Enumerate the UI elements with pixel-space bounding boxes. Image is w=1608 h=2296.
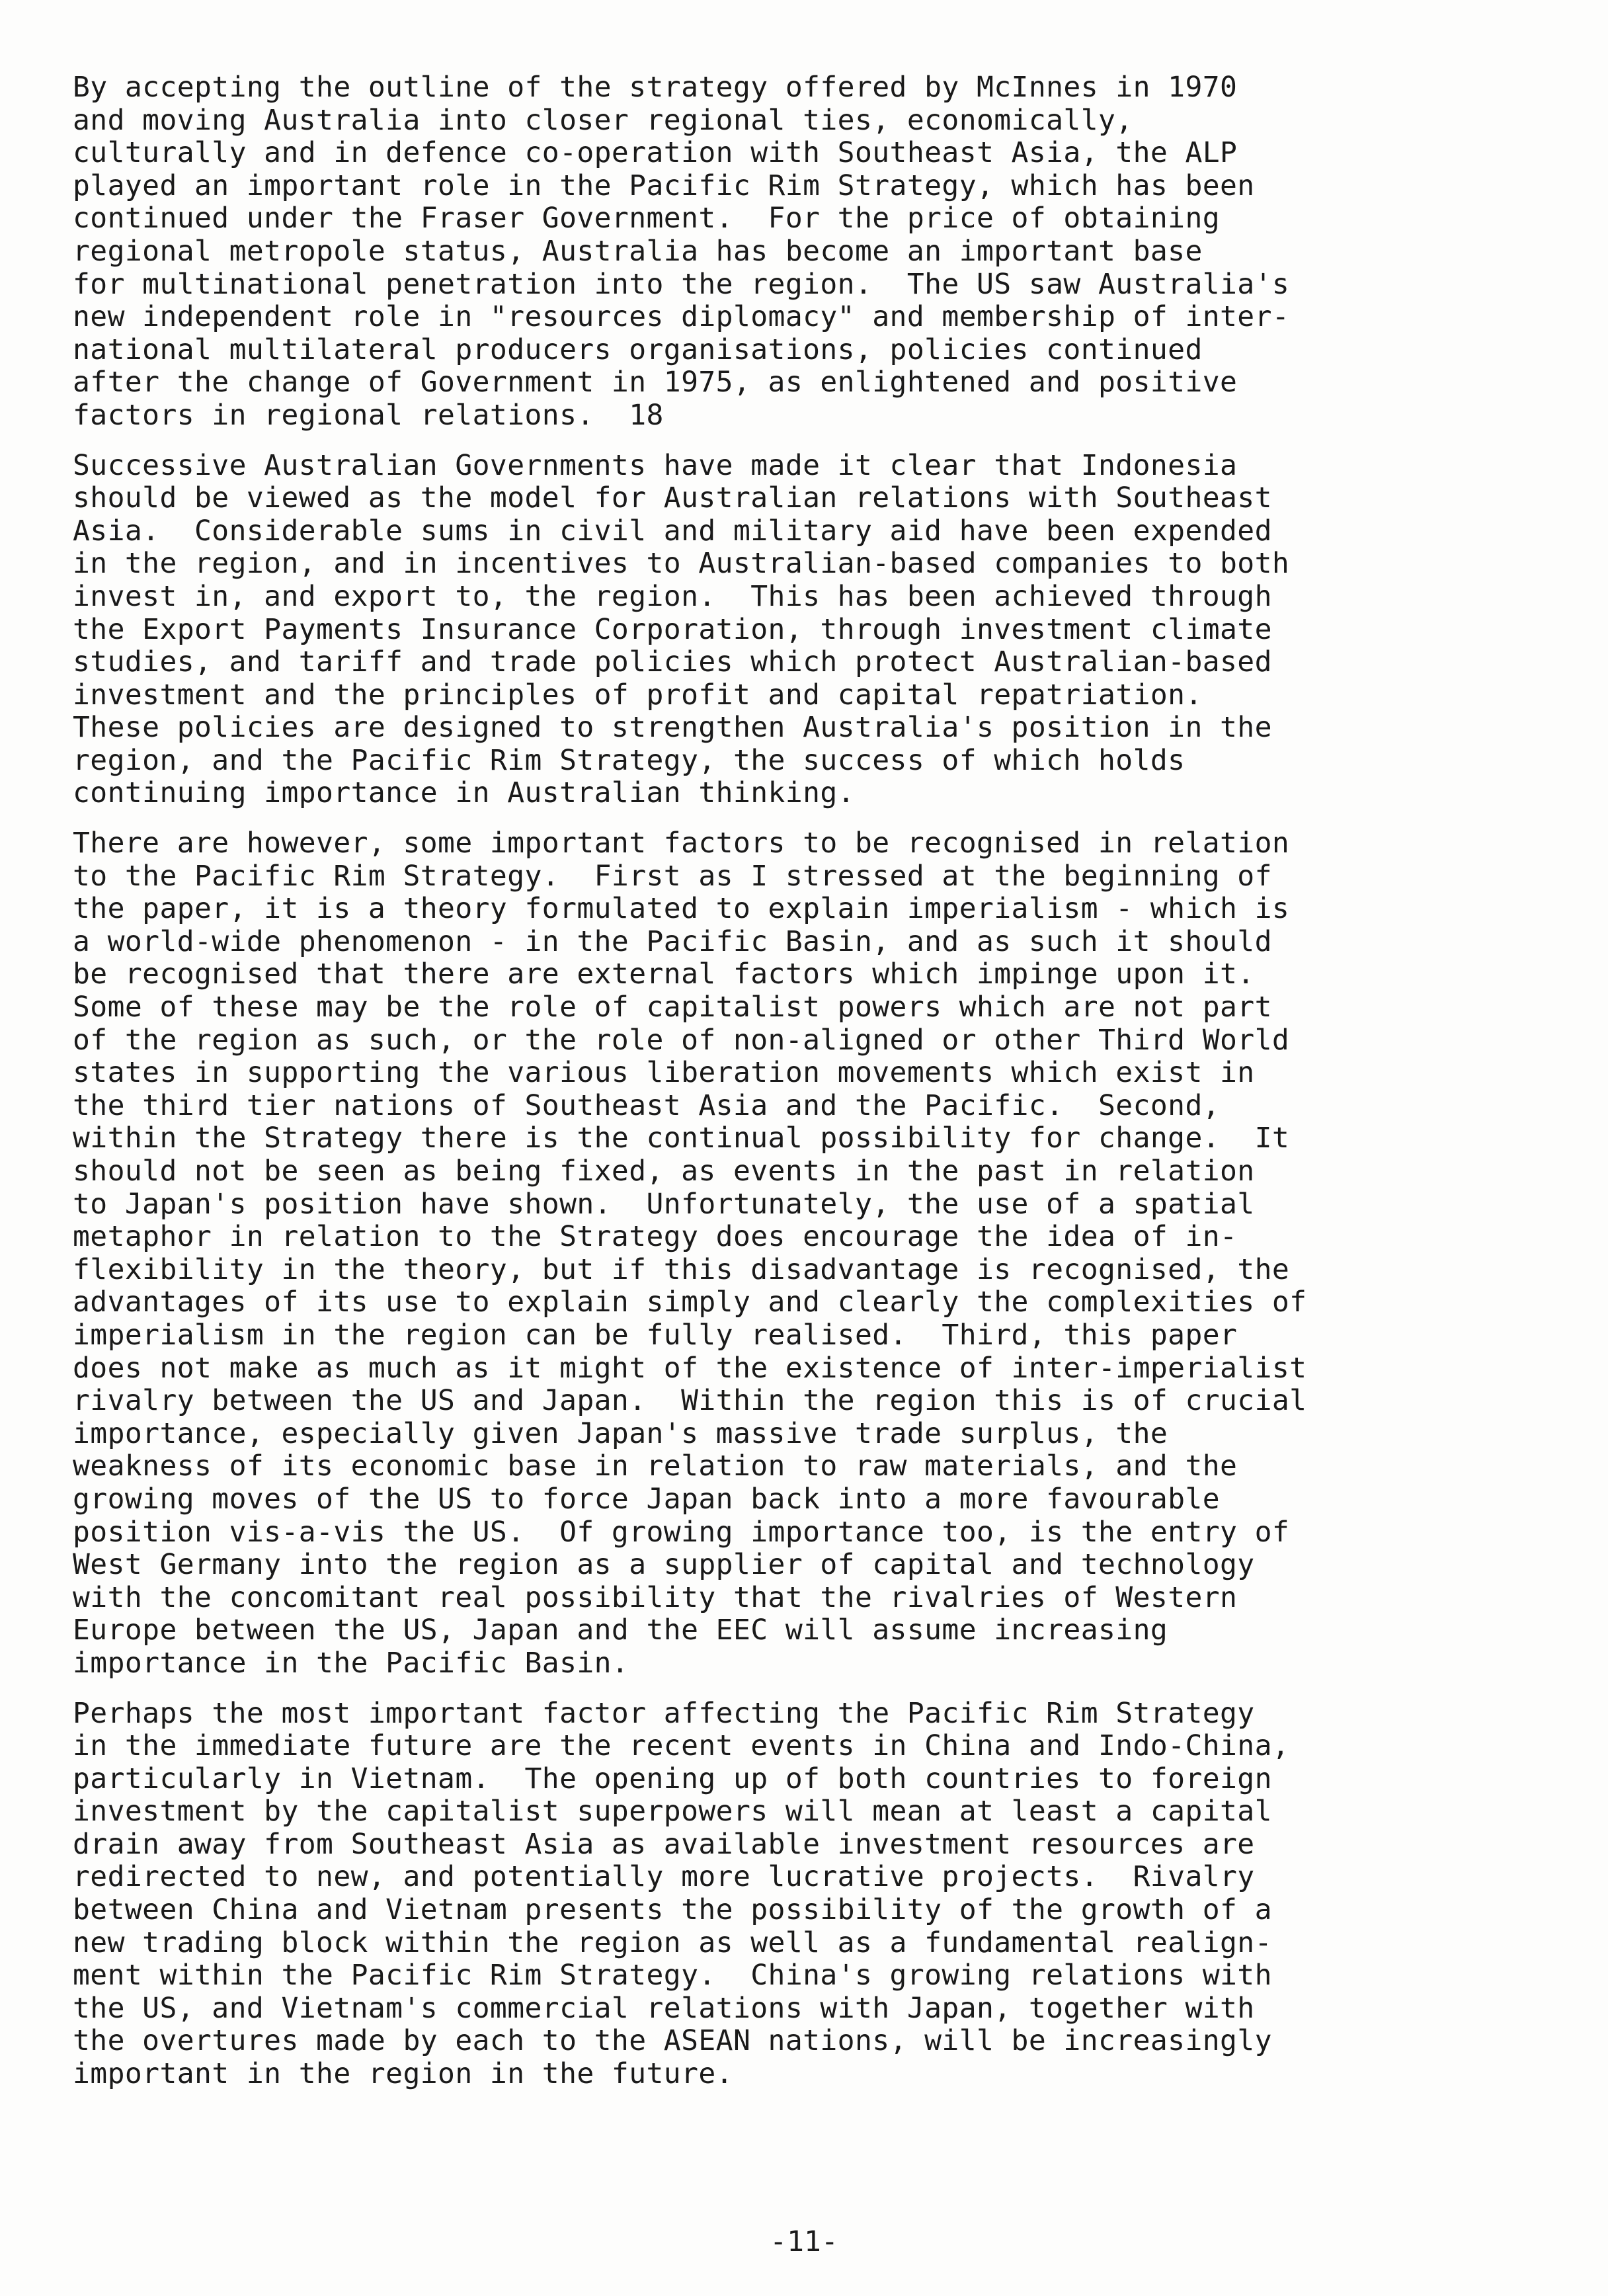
text-line: growing moves of the US to force Japan back into a more favourable bbox=[73, 1482, 1221, 1516]
text-line: new independent role in "resources diplomacy" and membership of inter- bbox=[73, 300, 1290, 334]
text-line: states in supporting the various liberation movements which exist in bbox=[73, 1056, 1255, 1090]
text-line: importance in the Pacific Basin. bbox=[73, 1646, 629, 1680]
text-line: metaphor in relation to the Strategy does encourage the idea of in- bbox=[73, 1220, 1238, 1254]
text-line: after the change of Government in 1975, as enlightened and positive bbox=[73, 366, 1238, 399]
text-line: drain away from Southeast Asia as available investment resources are bbox=[73, 1827, 1255, 1861]
text-line: Perhaps the most important factor affecting the Pacific Rim Strategy bbox=[73, 1696, 1255, 1730]
text-line: invest in, and export to, the region. This has been achieved through bbox=[73, 579, 1272, 613]
text-line: the third tier nations of Southeast Asia and the Pacific. Second, bbox=[73, 1088, 1221, 1122]
text-line: and moving Australia into closer regional ties, economically, bbox=[73, 103, 1133, 137]
text-line: the overtures made by each to the ASEAN nations, will be increasingly bbox=[73, 2024, 1272, 2058]
text-line: culturally and in defence co-operation with Southeast Asia, the ALP bbox=[73, 136, 1238, 170]
text-line: investment by the capitalist superpowers will mean at least a capital bbox=[73, 1795, 1272, 1828]
text-line: played an important role in the Pacific Rim Strategy, which has been bbox=[73, 169, 1255, 202]
text-line: between China and Vietnam presents the possibility of the growth of a bbox=[73, 1893, 1272, 1927]
text-line: with the concomitant real possibility that the rivalries of Western bbox=[73, 1580, 1238, 1614]
text-line: the paper, it is a theory formulated to explain imperialism - which is bbox=[73, 892, 1290, 926]
text-line: to Japan's position have shown. Unfortunately, the use of a spatial bbox=[73, 1187, 1255, 1221]
text-line: importance, especially given Japan's massive trade surplus, the bbox=[73, 1416, 1168, 1450]
paragraph-1 bbox=[73, 71, 1554, 432]
text-line: important in the region in the future. bbox=[73, 2057, 733, 2091]
text-line: Successive Australian Governments have made it clear that Indonesia bbox=[73, 448, 1238, 482]
paragraph-3 bbox=[73, 827, 1554, 1680]
text-line: These policies are designed to strengthen Australia's position in the bbox=[73, 711, 1272, 745]
text-line: Europe between the US, Japan and the EEC will assume increasing bbox=[73, 1614, 1168, 1647]
text-line: should not be seen as being fixed, as events in the past in relation bbox=[73, 1155, 1255, 1188]
text-line: Some of these may be the role of capitalist powers which are not part bbox=[73, 991, 1272, 1024]
text-line: weakness of its economic base in relation to raw materials, and the bbox=[73, 1450, 1238, 1483]
text-line: continued under the Fraser Government. For the price of obtaining bbox=[73, 202, 1221, 235]
text-line: new trading block within the region as well as a fundamental realign- bbox=[73, 1926, 1272, 1959]
body-text bbox=[73, 71, 1554, 2108]
text-line: imperialism in the region can be fully realised. Third, this paper bbox=[73, 1318, 1238, 1352]
text-line: should be viewed as the model for Australian relations with Southeast bbox=[73, 481, 1272, 515]
text-line: By accepting the outline of the strategy offered by McInnes in 1970 bbox=[73, 71, 1238, 104]
text-line: rivalry between the US and Japan. Within the region this is of crucial bbox=[73, 1384, 1307, 1418]
text-line: a world-wide phenomenon - in the Pacific Basin, and as such it should bbox=[73, 924, 1272, 958]
text-line: particularly in Vietnam. The opening up of both countries to foreign bbox=[73, 1762, 1272, 1795]
text-line: position vis-a-vis the US. Of growing importance too, is the entry of bbox=[73, 1515, 1290, 1549]
text-line: to the Pacific Rim Strategy. First as I stressed at the beginning of bbox=[73, 859, 1272, 893]
text-line: advantages of its use to explain simply and clearly the complexities of bbox=[73, 1286, 1307, 1319]
text-line: There are however, some important factors to be recognised in relation bbox=[73, 827, 1290, 860]
text-line: ment within the Pacific Rim Strategy. China's growing relations with bbox=[73, 1959, 1272, 1992]
text-line: the Export Payments Insurance Corporation, through investment climate bbox=[73, 612, 1272, 646]
text-line: in the region, and in incentives to Australian-based companies to both bbox=[73, 547, 1290, 581]
text-line: factors in regional relations. 18 bbox=[73, 398, 664, 432]
text-line: Asia. Considerable sums in civil and military aid have been expended bbox=[73, 514, 1272, 548]
paragraph-4 bbox=[73, 1698, 1554, 2091]
text-line: within the Strategy there is the continual possibility for change. It bbox=[73, 1122, 1290, 1155]
text-line: regional metropole status, Australia has become an important base bbox=[73, 234, 1203, 268]
text-line: of the region as such, or the role of non-aligned or other Third World bbox=[73, 1023, 1290, 1057]
text-line: in the immediate future are the recent events in China and Indo-China, bbox=[73, 1729, 1290, 1763]
text-line: does not make as much as it might of the existence of inter-imperialist bbox=[73, 1351, 1307, 1385]
text-line: region, and the Pacific Rim Strategy, the success of which holds bbox=[73, 743, 1186, 777]
text-line: investment and the principles of profit and capital repatriation. bbox=[73, 678, 1203, 712]
paragraph-2 bbox=[73, 450, 1554, 811]
text-line: West Germany into the region as a supplier of capital and technology bbox=[73, 1548, 1255, 1582]
text-line: continuing importance in Australian thinking. bbox=[73, 776, 855, 810]
page-number: -11- bbox=[770, 2225, 838, 2258]
text-line: national multilateral producers organisations, policies continued bbox=[73, 333, 1203, 366]
text-line: be recognised that there are external factors which impinge upon it. bbox=[73, 958, 1255, 991]
text-line: redirected to new, and potentially more lucrative projects. Rivalry bbox=[73, 1860, 1255, 1894]
text-line: the US, and Vietnam's commercial relations with Japan, together with bbox=[73, 1991, 1255, 2025]
text-line: studies, and tariff and trade policies which protect Australian-based bbox=[73, 645, 1272, 679]
text-line: flexibility in the theory, but if this disadvantage is recognised, the bbox=[73, 1252, 1290, 1286]
text-line: for multinational penetration into the region. The US saw Australia's bbox=[73, 267, 1290, 301]
